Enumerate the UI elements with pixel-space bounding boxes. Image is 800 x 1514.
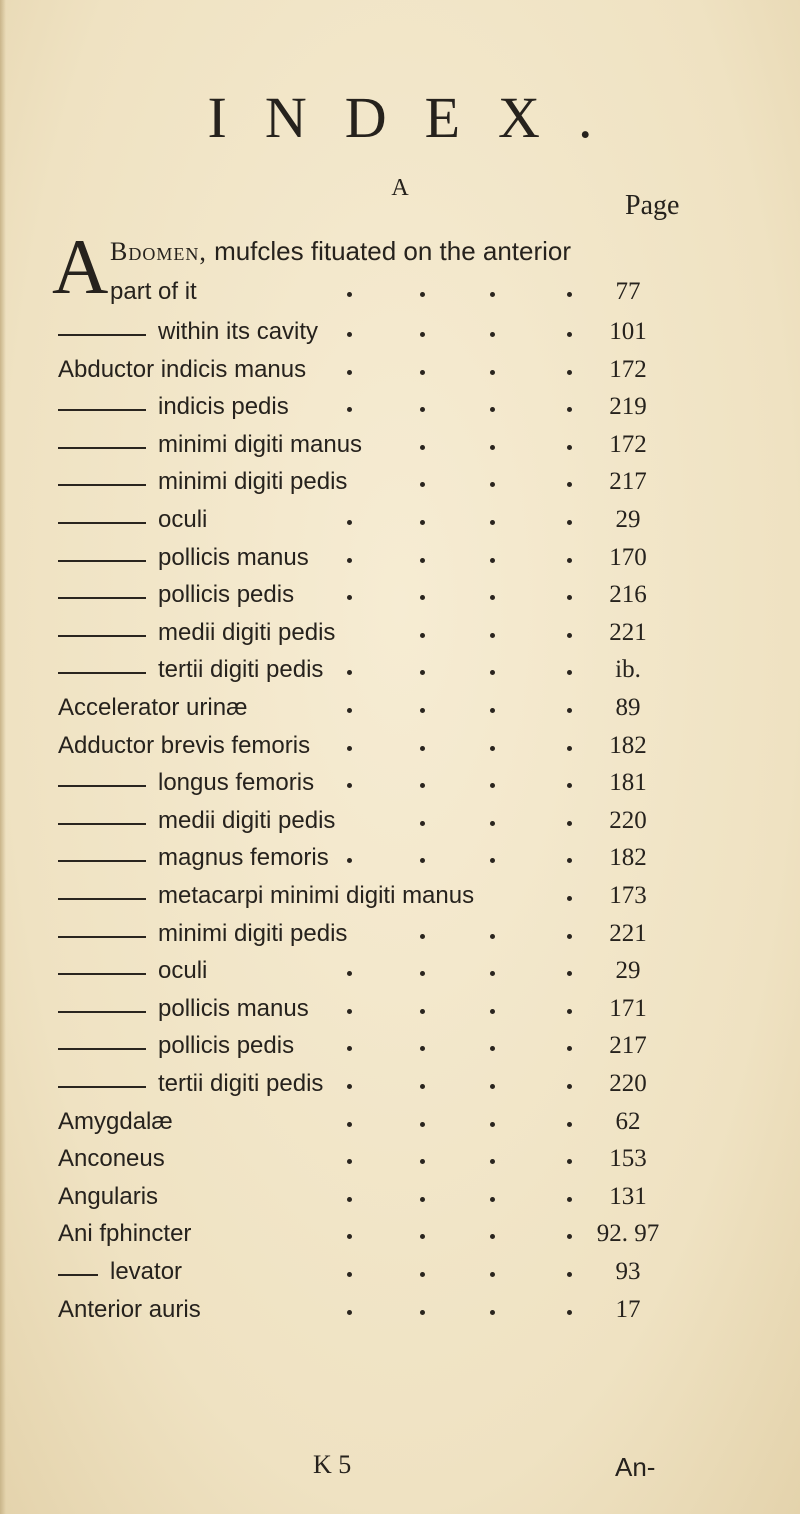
leader-dot [420,558,425,563]
leader-dot [347,1009,352,1014]
leader-dot [490,1234,495,1239]
leader-dot [420,445,425,450]
leader-dot [420,1234,425,1239]
leader-dot [567,1234,572,1239]
ditto-rule [58,1048,146,1050]
leader-dot [567,1046,572,1051]
entry-page: 171 [609,994,647,1022]
entry-text: Accelerator urinæ [58,694,248,721]
entry-page: 216 [609,581,647,609]
leader-dot [567,558,572,563]
first-entry-smallcaps: Bdomen, [110,237,207,266]
leader-dot [567,520,572,525]
entry-text: minimi digiti pedis [158,919,348,947]
index-entry [0,1145,800,1185]
leader-dot [420,1009,425,1014]
leader-dot [490,633,495,638]
signature-mark: K 5 [313,1450,352,1479]
leader-dot [490,821,495,826]
leader-dot [490,370,495,375]
index-entry [0,1220,800,1260]
ditto-rule [58,484,146,486]
leader-dot [567,445,572,450]
leader-dot [567,858,572,863]
leader-dot [420,746,425,751]
leader-dot [567,482,572,487]
leader-dot [567,633,572,638]
leader-dot [420,1084,425,1089]
first-entry-page: 77 [615,278,641,305]
first-entry-line1 [110,236,571,267]
entry-page: 181 [609,769,647,797]
entry-page: 217 [609,1032,647,1060]
entry-text: medii digiti pedis [158,618,336,646]
leader-dot [420,821,425,826]
ditto-rule [58,1274,98,1276]
leader-dot [420,971,425,976]
leader-dot [420,1159,425,1164]
entry-text: Ani fphincter [58,1220,192,1248]
ditto-rule [58,973,146,975]
leader-dot [347,858,352,863]
first-entry-rest: mufcles fituated on the anterior [206,236,572,266]
leader-dot [420,783,425,788]
leader-dot [567,821,572,826]
ditto-rule [58,334,146,336]
index-entry [0,656,800,696]
entry-text: tertii digiti pedis [158,656,324,684]
index-entry [0,506,800,546]
leader-dot [420,858,425,863]
leader-dot [567,1159,572,1164]
entry-page: 182 [609,731,647,759]
leader-dot [490,934,495,939]
index-entry [0,1183,800,1223]
first-entry-line2-row [0,278,800,318]
entry-page: 29 [615,957,641,985]
leader-dot [567,1009,572,1014]
index-entry [0,393,800,433]
entry-text: Adductor brevis femoris [58,731,311,759]
index-entry [0,882,800,922]
leader-dot [347,1234,352,1239]
entry-page: 220 [609,806,647,834]
index-entry [0,920,800,960]
leader-dot [420,407,425,412]
entry-page: 220 [609,1070,647,1097]
leader-dot [567,746,572,751]
leader-dot [567,1197,572,1202]
index-entry [0,1108,800,1148]
entry-text: Amygdalæ [58,1107,173,1135]
entry-text: tertii digiti pedis [158,1070,324,1097]
ditto-rule [58,597,146,599]
index-entry [0,694,800,734]
leader-dot [347,708,352,713]
entry-page: 17 [615,1295,641,1323]
leader-dot [490,445,495,450]
leader-dot [420,520,425,525]
index-entry [0,807,800,847]
page-title: INDEX. [207,85,631,150]
ditto-rule [58,1011,146,1013]
leader-dot [490,595,495,600]
entry-page: 217 [609,468,647,496]
leader-dot [490,858,495,863]
entry-page: 101 [609,318,647,345]
leader-dot [347,1159,352,1164]
entry-page: 29 [615,506,641,533]
leader-dot [347,1272,352,1277]
entry-page: 92. 97 [596,1220,660,1248]
entry-text: metacarpi minimi digiti manus [158,882,475,909]
ditto-rule [58,447,146,449]
leader-dot [567,595,572,600]
leader-dot [420,595,425,600]
page-column-heading: Page [625,190,680,221]
leader-dot [347,1046,352,1051]
entry-text: indicis pedis [158,393,289,421]
leader-dot [347,783,352,788]
leader-dot [490,332,495,337]
entry-page: ib. [615,656,641,684]
leader-dot [567,934,572,939]
leader-dot [490,558,495,563]
ditto-rule [58,635,146,637]
leader-dot [420,1046,425,1051]
index-entry [0,1070,800,1110]
ditto-rule [58,672,146,674]
leader-dot [567,370,572,375]
ditto-rule [58,898,146,900]
ditto-rule [58,1086,146,1088]
leader-dot [347,1122,352,1127]
leader-dot [347,370,352,375]
leader-dot [347,1197,352,1202]
leader-dot [567,1272,572,1277]
leader-dot [490,1197,495,1202]
entry-text: Angularis [58,1182,159,1210]
ditto-rule [58,409,146,411]
leader-dot [490,1084,495,1089]
entry-text: pollicis pedis [158,1032,295,1060]
leader-dot [567,407,572,412]
leader-dot [347,670,352,675]
leader-dot [420,670,425,675]
entry-text: oculi [158,506,208,533]
catchword: An- [615,1452,656,1482]
leader-dot [420,1122,425,1127]
leader-dot [567,708,572,713]
drop-cap: A [52,223,109,310]
leader-dot [490,1046,495,1051]
leader-dot [347,558,352,563]
section-letter: A [391,175,409,201]
leader-dot [490,708,495,713]
leader-dot [567,670,572,675]
entry-page: 172 [609,355,647,383]
leader-dot [490,783,495,788]
leader-dot [420,332,425,337]
leader-dot [420,1310,425,1315]
leader-dot [490,1272,495,1277]
index-entry [0,732,800,772]
leader-dot [567,971,572,976]
leader-dot [347,746,352,751]
entry-text: pollicis manus [158,994,309,1022]
leader-dot [490,1122,495,1127]
leader-dot [567,1122,572,1127]
leader-dot [490,1009,495,1014]
leader-dot [420,633,425,638]
leader-dot [490,482,495,487]
entry-text: Anconeus [58,1145,165,1173]
entry-text: medii digiti pedis [158,806,336,834]
leader-dot [420,1197,425,1202]
entry-page: 221 [609,919,647,947]
index-entry [0,544,800,584]
entry-page: 219 [609,393,647,421]
entry-text: pollicis pedis [158,581,295,609]
leader-dot [347,595,352,600]
entry-text: pollicis manus [158,543,309,571]
entry-text: minimi digiti pedis [158,468,348,496]
entry-page: 170 [609,543,647,571]
leader-dot [347,520,352,525]
index-entry [0,318,800,358]
leader-dot [420,482,425,487]
entry-page: 131 [609,1182,647,1210]
entry-page: 62 [615,1107,641,1135]
leader-dot [567,1084,572,1089]
index-entry [0,957,800,997]
index-entry [0,995,800,1035]
index-entry [0,844,800,884]
leader-dot [490,971,495,976]
entry-text: Anterior auris [58,1295,201,1323]
ditto-rule [58,785,146,787]
entry-text: longus femoris [158,769,315,797]
leader-dot [420,934,425,939]
index-entry [0,769,800,809]
entry-page: 89 [615,694,641,721]
ditto-rule [58,823,146,825]
leader-dot [490,746,495,751]
first-entry-line2: part of it [110,278,197,305]
index-entry [0,581,800,621]
ditto-rule [58,560,146,562]
leader-dot [490,407,495,412]
entry-page: 182 [609,844,647,872]
entry-text: Abductor indicis manus [58,355,307,383]
leader-dot [347,407,352,412]
entry-page: 153 [609,1145,647,1173]
leader-dot [567,332,572,337]
leader-dot [420,708,425,713]
index-entry [0,356,800,396]
leader-dot [490,1159,495,1164]
entry-text: magnus femoris [158,844,329,872]
leader-dot [420,370,425,375]
index-entry [0,1258,800,1298]
leader-dot [347,332,352,337]
leader-dot [347,1084,352,1089]
leader-dot [490,1310,495,1315]
index-entry [0,1296,800,1336]
entry-text: levator [110,1258,183,1285]
leader-dot [420,1272,425,1277]
leader-dot [347,1310,352,1315]
leader-dot [567,896,572,901]
entry-text: minimi digiti manus [158,430,363,458]
ditto-rule [58,860,146,862]
leader-dot [567,783,572,788]
entry-text: oculi [158,957,208,985]
index-entry [0,619,800,659]
leader-dot [347,971,352,976]
leader-dot [490,670,495,675]
leader-dot [490,520,495,525]
ditto-rule [58,522,146,524]
entry-page: 173 [609,882,647,909]
entry-page: 172 [609,430,647,458]
index-entry [0,431,800,471]
leader-dot [567,1310,572,1315]
index-entry [0,1032,800,1072]
entry-page: 93 [615,1258,641,1285]
entry-page: 221 [609,618,647,646]
ditto-rule [58,936,146,938]
entry-text: within its cavity [158,318,319,345]
index-entry [0,468,800,508]
